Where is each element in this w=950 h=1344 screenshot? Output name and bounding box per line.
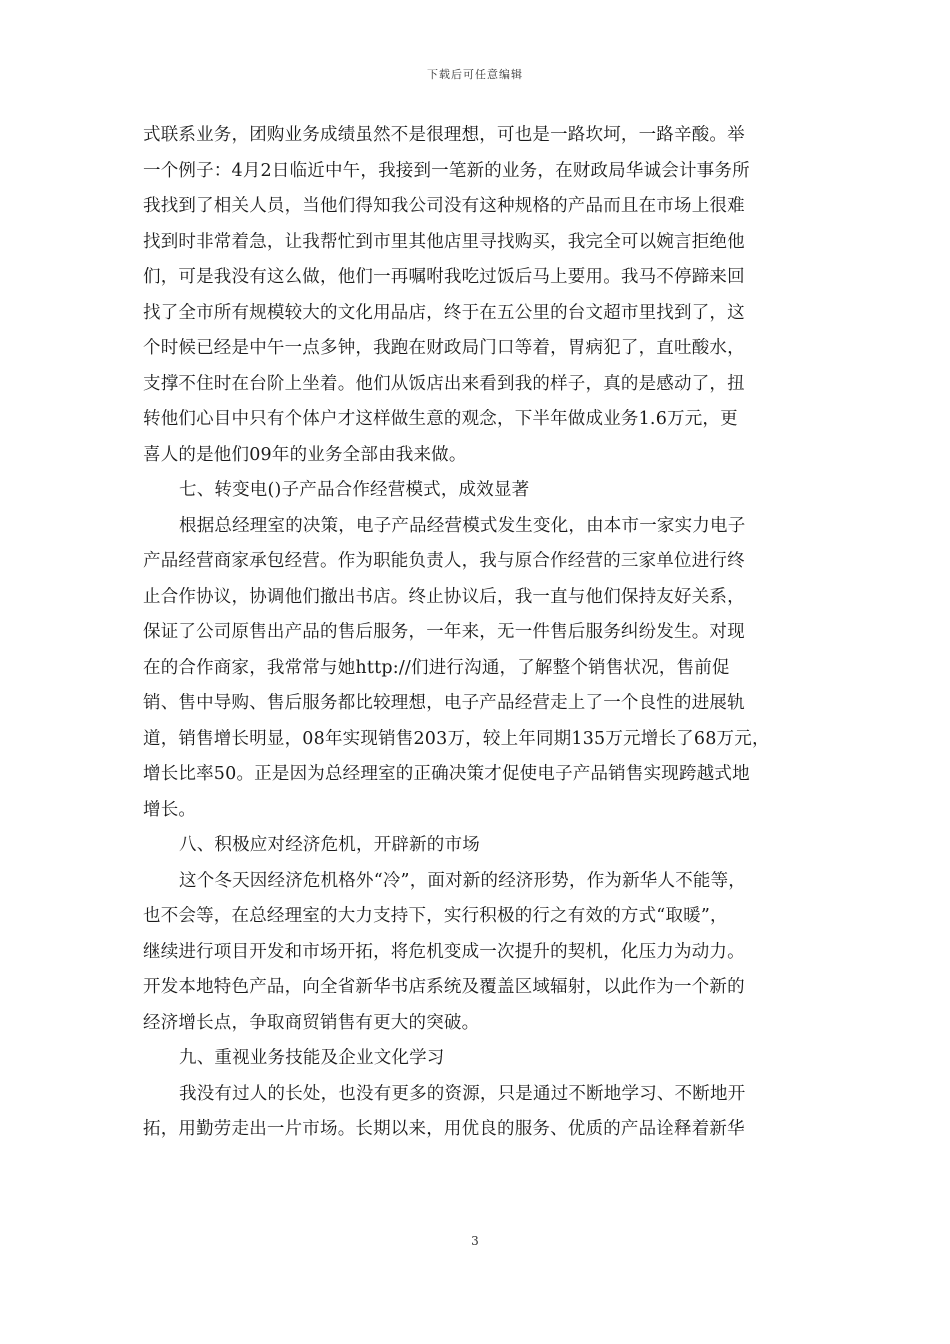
text-line: 经济增长点，争取商贸销售有更大的突破。 (143, 1012, 480, 1033)
text-line: 开发本地特色产品，向全省新华书店系统及覆盖区域辐射，以此作为一个新的 (143, 977, 745, 997)
text-line: 我没有过人的长处，也没有更多的资源，只是通过不断地学习、不断地开 (179, 1083, 746, 1104)
page-number: 3 (471, 1234, 479, 1248)
text-line: 增长。 (143, 799, 197, 820)
text-line: 我找到了相关人员，当他们得知我公司没有这种规格的产品而且在市场上很难 (143, 196, 745, 216)
text-line: 一个例子：4月2日临近中午，我接到一笔新的业务，在财政局华诚会计事务所 (143, 160, 750, 181)
text-line: 产品经营商家承包经营。作为职能负责人，我与原合作经营的三家单位进行终 (143, 551, 745, 571)
text-line: 式联系业务，团购业务成绩虽然不是很理想，可也是一路坎坷，一路辛酸。举 (143, 125, 745, 145)
text-line: 根据总经理室的决策，电子产品经营模式发生变化，由本市一家实力电子 (179, 515, 746, 536)
document-body (143, 118, 807, 1148)
text-line: 销、售中导购、售后服务都比较理想，电子产品经营走上了一个良性的进展轨 (143, 693, 745, 713)
text-line: 道，销售增长明显，08年实现销售203万，较上年同期135万元增长了68万元， (143, 728, 770, 749)
text-line: 们，可是我没有这么做，他们一再嘱咐我吃过饭后马上要用。我马不停蹄来回 (143, 267, 745, 287)
text-line: 这个冬天因经济危机格外“冷”，面对新的经济形势，作为新华人不能等， (179, 870, 746, 891)
text-line: 拓，用勤劳走出一片市场。长期以来，用优良的服务、优质的产品诠释着新华 (143, 1119, 745, 1139)
text-line: 增长比率50。正是因为总经理室的正确决策才促使电子产品销售实现跨越式地 (143, 764, 750, 784)
text-line: 支撑不住时在台阶上坐着。他们从饭店出来看到我的样子，真的是感动了，扭 (143, 373, 745, 394)
text-line: 继续进行项目开发和市场开拓，将危机变成一次提升的契机，化压力为动力。 (143, 941, 745, 962)
text-line: 转他们心目中只有个体户才这样做生意的观念，下半年做成业务1.6万元，更 (143, 409, 738, 429)
text-line: 八、积极应对经济危机，开辟新的市场 (179, 835, 480, 855)
text-line: 在的合作商家，我常常与她http://们进行沟通，了解整个销售状况，售前促 (143, 657, 730, 678)
text-line: 保证了公司原售出产品的售后服务，一年来，无一件售后服务纠纷发生。对现 (143, 622, 745, 642)
text-line: 喜人的是他们09年的业务全部由我来做。 (143, 444, 467, 465)
text-line: 止合作协议，协调他们撤出书店。终止协议后，我一直与他们保持友好关系， (143, 586, 745, 607)
text-line: 也不会等，在总经理室的大力支持下，实行积极的行之有效的方式“取暖”， (143, 906, 728, 926)
page-header: 下载后可任意编辑 (427, 68, 523, 81)
text-line: 七、转变电()子产品合作经营模式，成效显著 (179, 480, 530, 500)
text-line: 九、重视业务技能及企业文化学习 (179, 1048, 445, 1068)
text-line: 找了全市所有规模较大的文化用品店，终于在五公里的台文超市里找到了，这 (143, 302, 745, 323)
text-line: 个时候已经是中午一点多钟，我跑在财政局门口等着，胃病犯了，直吐酸水， (143, 338, 745, 358)
text-line: 找到时非常着急，让我帮忙到市里其他店里寻找购买，我完全可以婉言拒绝他 (143, 231, 745, 252)
